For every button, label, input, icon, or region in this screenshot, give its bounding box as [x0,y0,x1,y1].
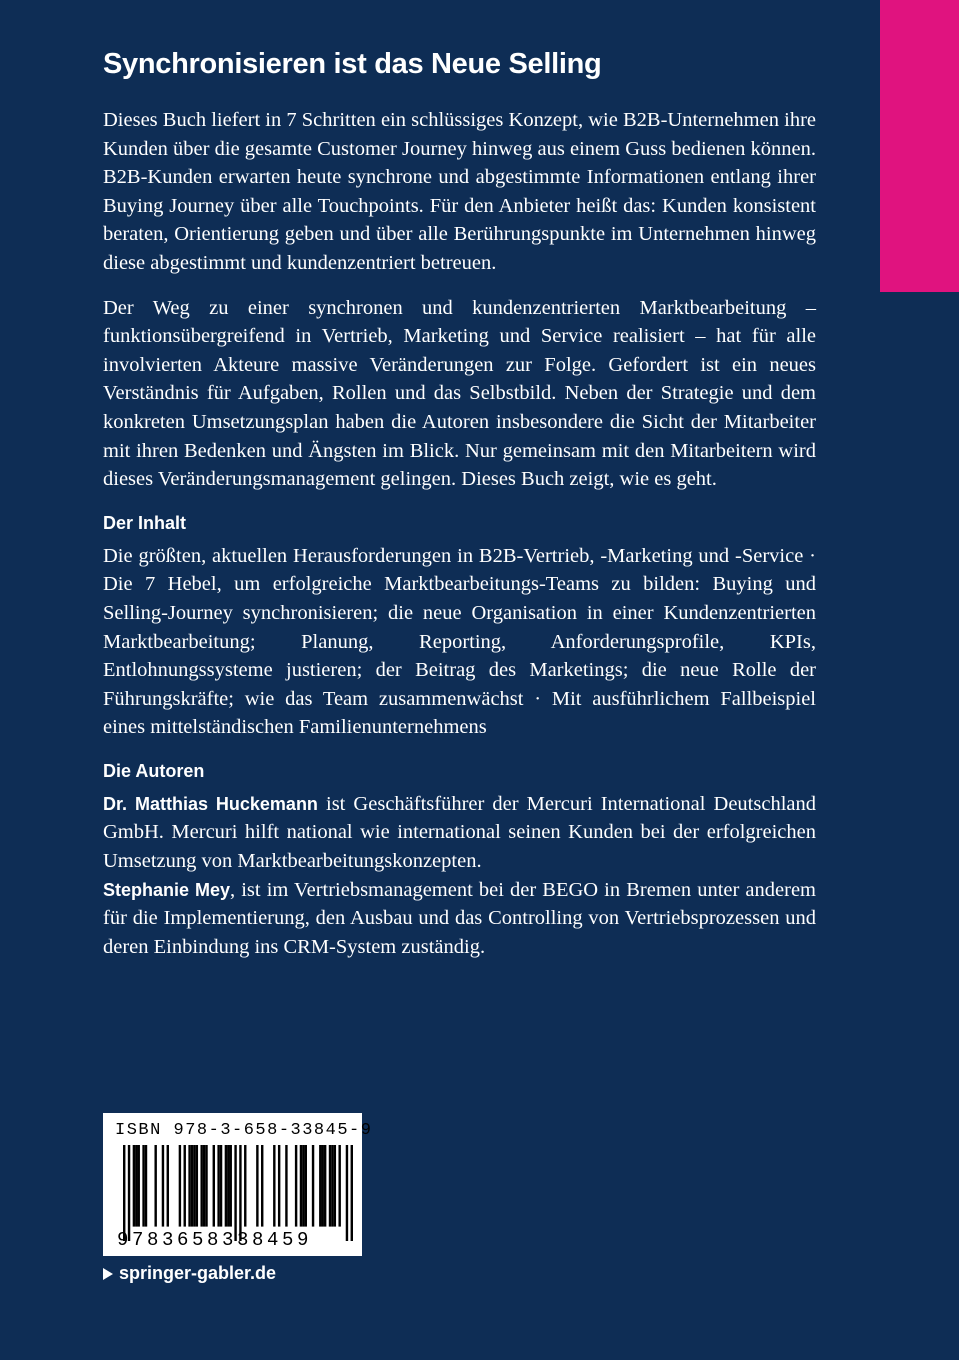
back-cover-text [103,44,816,961]
barcode-bar [324,1145,326,1227]
author-description: ist Geschäftsführer der Mercuri International Deutschland GmbH. Mercuri hilft national wie international seinen Kunden bei der erfolgreichen Umsetzung von Marktbearbeitungskonzepten. [103,792,816,873]
authors-heading: Die Autoren [103,760,205,781]
book-title: Synchronisieren ist das Neue Selling [103,48,602,80]
barcode-bar [261,1145,263,1227]
author-bio-huckemann [103,790,816,876]
barcode-bar [162,1145,164,1227]
barcode-bar [319,1145,321,1227]
barcode-bar [154,1145,156,1227]
barcode-bar [128,1145,130,1241]
isbn-barcode [103,1113,373,1256]
barcode-bar [278,1145,280,1227]
barcode-bar [205,1145,207,1227]
barcode-bar [138,1145,140,1227]
intro-paragraph-1: Dieses Buch liefert in 7 Schritten ein schlüssiges Konzept, wie B2B-Unternehmen ihre Kunden über die gesamte Customer Journey hinweg aus einem Guss bedienen können. B2B-Kunden erwarten heute synchrone und abgestimmte Informationen entlang ihrer Buying Journey über alle Touchpoints. Für den Anbieter heißt das: Kunden konsistent beraten, Orientierung geben und über alle Berührungspunkte im Unternehmen hinweg diese abgestimmt und kundenzentriert betreuen. [103,109,816,274]
barcode-bar [244,1145,246,1227]
barcode-bar [305,1145,307,1227]
barcode-bar [256,1145,258,1227]
barcode-bar [322,1145,324,1227]
barcode-bar [331,1145,333,1227]
accent-bar [880,0,959,292]
barcode-bars [123,1145,353,1241]
publisher-website[interactable] [103,1261,276,1285]
contents-heading: Der Inhalt [103,512,187,533]
barcode-bar [217,1145,219,1227]
barcode-bar [179,1145,181,1227]
barcode-bar [188,1145,190,1227]
author-description: , ist im Vertriebsmanagement bei der BEGO in Bremen unter anderem für die Implementierung, den Ausbau und das Controlling von Vertriebsprozessen und deren Einbindung ins CRM-System zuständig. [103,878,816,958]
barcode-bar [142,1145,144,1227]
barcode-bar [227,1145,229,1227]
barcode-bar [200,1145,202,1227]
barcode-bar [225,1145,227,1227]
barcode-bar [239,1145,241,1241]
barcode-bar [123,1145,125,1241]
barcode-bar [230,1145,232,1227]
barcode-bar [184,1145,186,1227]
author-name: Dr. Matthias Huckemann [103,793,318,814]
barcode-bar [220,1145,222,1227]
barcode-bar [273,1145,275,1227]
barcode-bar [196,1145,198,1227]
barcode-bar [312,1145,314,1227]
barcode-bar [329,1145,331,1227]
barcode-bar [234,1145,236,1241]
website-label: springer-gabler.de [119,1263,277,1283]
arrow-right-icon [103,1268,113,1280]
barcode-bar [167,1145,169,1227]
barcode-bar [133,1145,135,1227]
barcode-bar [346,1145,348,1241]
barcode-bar [193,1145,195,1227]
intro-paragraph-2: Der Weg zu einer synchronen und kundenzentrierten Marktbearbeitung – funktionsübergreifend in Vertrieb, Marketing und Service realisiert – hat für alle involvierten Akteure massive Veränderungen zur Folge. Gefordert ist ein neues Verständnis für Aufgaben, Rollen und das Selbstbild. Neben der Strategie und dem konkreten Umsetzungsplan haben die Autoren insbesondere die Sicht der Mitarbeiter mit ihren Bedenken und Ängsten im Blick. Nur gemeinsam mit den Mitarbeitern wird dieses Veränderungsmanagement gelingen. Dieses Buch zeigt, wie es geht. [103,296,816,491]
barcode-bar [338,1145,340,1227]
isbn-label: ISBN 978-3-658-33845-9 [115,1121,373,1140]
barcode-bar [191,1145,193,1227]
author-bio-mey [103,876,816,962]
barcode-bar [300,1145,302,1227]
author-name: Stephanie Mey [103,879,231,900]
barcode-bar [295,1145,297,1227]
barcode-bar [302,1145,304,1227]
barcode-bar [285,1145,287,1227]
barcode-bar [145,1145,147,1227]
barcode-bar [213,1145,215,1227]
barcode-bar [334,1145,336,1227]
barcode-bar [135,1145,137,1227]
barcode-bar [203,1145,205,1227]
barcode-bar [351,1145,353,1241]
barcode-digits: 9783658338459 [117,1229,313,1251]
contents-text: Die größten, aktuellen Herausforderungen in B2B-Vertrieb, -Marketing und -Service · Die 7 Hebel, um erfolgreiche Marktbearbeitungs-Teams zu bilden: Buying und Selling-Journey synchronisieren; die neue Organisation in einer Kundenzentrierten Marktbearbeitung; Planung, Reporting, Anforderungsprofile, KPIs, Entlohnungssysteme justieren; der Beitrag des Marketings; die neue Rolle der Führungskräfte; wie das Team zusammenwächst · Mit ausführlichem Fallbeispiel eines mittelständischen Familienunternehmens [103,544,816,739]
